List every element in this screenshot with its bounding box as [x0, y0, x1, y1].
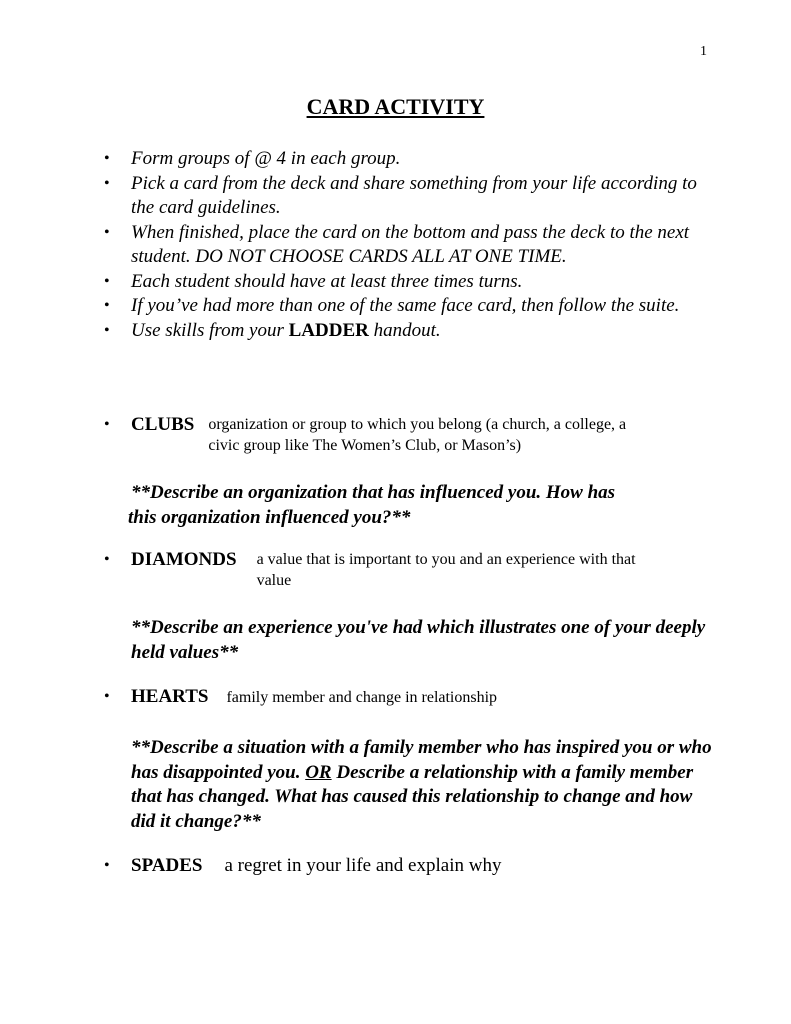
list-item: • Each student should have at least three times turns.: [104, 270, 714, 295]
diamonds-section: [104, 549, 724, 591]
list-item: • Use skills from your LADDER handout.: [104, 319, 714, 344]
instruction-list: [104, 147, 714, 343]
clubs-description: organization or group to which you belong (a church, a college, a: [208, 416, 627, 433]
clubs-prompt: **Describe an organization that has influenced you. How has this organization influenced you?**: [128, 482, 616, 528]
bullet-icon: •: [104, 416, 110, 433]
bullet-icon: •: [104, 272, 110, 290]
bullet-icon: •: [104, 174, 110, 192]
bullet-icon: •: [104, 688, 110, 705]
diamonds-description-cont: value: [256, 572, 292, 589]
bullet-icon: •: [104, 551, 110, 568]
or-emphasis: OR: [305, 761, 332, 783]
clubs-section: [104, 414, 724, 456]
hearts-heading: HEARTS: [131, 686, 209, 707]
hearts-section: [104, 686, 724, 708]
bullet-icon: •: [104, 150, 110, 167]
spades-description: a regret in your life and explain why: [224, 855, 502, 876]
bullet-icon: •: [104, 321, 110, 339]
spades-heading: SPADES: [131, 855, 203, 876]
list-item: • Form groups of @ 4 in each group.: [104, 147, 714, 172]
list-item: • If you’ve had more than one of the same face card, then follow the suite.: [104, 294, 714, 319]
bullet-icon: •: [104, 223, 110, 241]
diamonds-prompt: **Describe an experience you've had which illustrates one of your deeply held values**: [131, 617, 706, 663]
diamonds-heading: DIAMONDS: [131, 549, 237, 570]
list-item: • Pick a card from the deck and share something from your life according to the card guidelines.: [104, 172, 697, 218]
hearts-description: family member and change in relationship: [226, 689, 498, 706]
clubs-description-cont: civic group like The Women’s Club, or Mason’s): [208, 437, 522, 454]
page-number: 1: [700, 44, 707, 59]
bullet-icon: •: [104, 857, 110, 874]
ladder-label: LADDER: [288, 319, 369, 341]
spades-section: [104, 855, 724, 877]
list-item: • When finished, place the card on the bottom and pass the deck to the next student. DO NOT CHOOSE CARDS ALL AT ONE TIME.: [104, 221, 690, 267]
page-title: CARD ACTIVITY: [306, 94, 485, 119]
bullet-icon: •: [104, 297, 110, 314]
clubs-heading: CLUBS: [131, 414, 195, 435]
diamonds-description: a value that is important to you and an experience with that: [256, 551, 636, 568]
hearts-prompt: **Describe a situation with a family member who has inspired you or who has disappointed you. OR Describe a relationship with a family member that has changed. What has caused this relationship to change and how did it change?**: [131, 737, 712, 832]
